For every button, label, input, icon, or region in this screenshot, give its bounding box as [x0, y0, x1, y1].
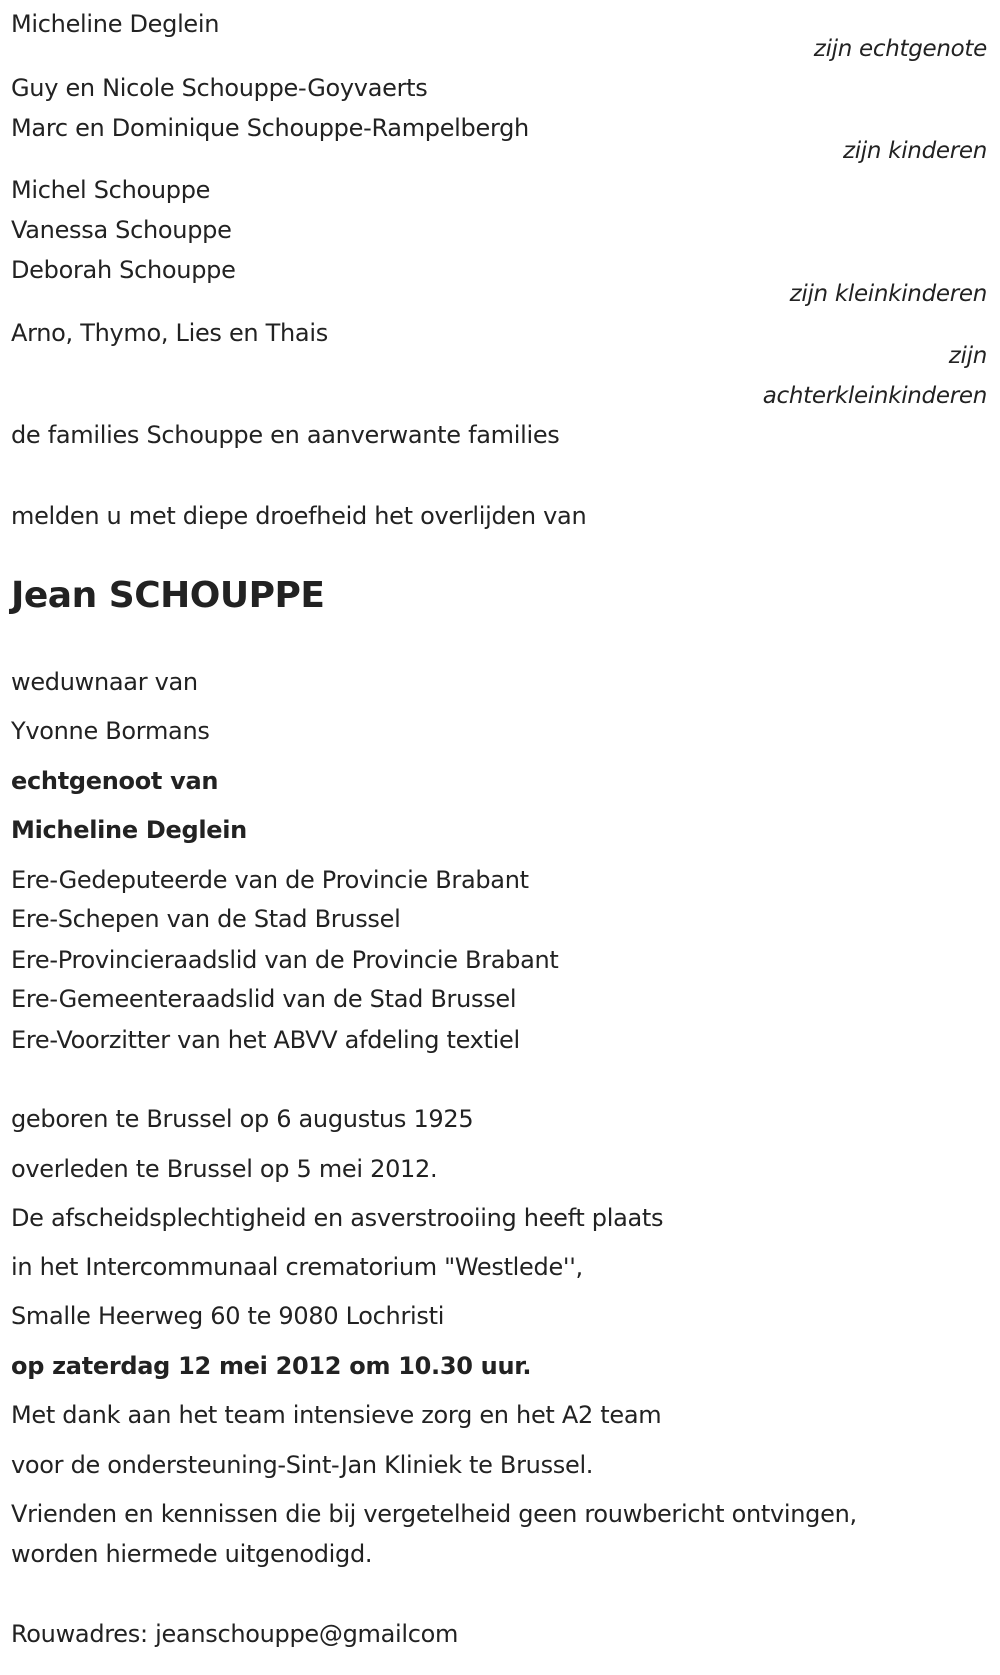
ceremony-datetime: op zaterdag 12 mei 2012 om 10.30 uur.	[11, 1352, 532, 1380]
great-grandchildren-names: Arno, Thymo, Lies en Thais	[11, 319, 328, 347]
child-name: Guy en Nicole Schouppe-Goyvaerts	[11, 74, 428, 102]
title-line: Ere-Gedeputeerde van de Provincie Brabant	[11, 866, 529, 894]
widower-label: weduwnaar van	[11, 668, 198, 696]
child-name: Marc en Dominique Schouppe-Rampelbergh	[11, 114, 529, 142]
children-role: zijn kinderen	[842, 138, 987, 164]
ceremony-info: De afscheidsplechtigheid en asverstrooiing heeft plaats	[11, 1204, 664, 1232]
wife-name: Micheline Deglein	[11, 816, 247, 844]
title-line: Ere-Schepen van de Stad Brussel	[11, 905, 401, 933]
grandchildren-role: zijn kleinkinderen	[789, 281, 987, 307]
great-grandchildren-role: achterkleinkinderen	[762, 383, 987, 409]
grandchild-name: Vanessa Schouppe	[11, 216, 232, 244]
deceased-name: Jean SCHOUPPE	[11, 575, 325, 616]
invite-line: worden hiermede uitgenodigd.	[11, 1540, 373, 1568]
ceremony-address: Smalle Heerweg 60 te 9080 Lochristi	[11, 1302, 445, 1330]
thanks-line: voor de ondersteuning-Sint-Jan Kliniek te Brussel.	[11, 1451, 594, 1479]
death-info: overleden te Brussel op 5 mei 2012.	[11, 1155, 438, 1183]
birth-info: geboren te Brussel op 6 augustus 1925	[11, 1105, 474, 1133]
families-line: de families Schouppe en aanverwante families	[11, 421, 560, 449]
title-line: Ere-Gemeenteraadslid van de Stad Brussel	[11, 985, 517, 1013]
title-line: Ere-Voorzitter van het ABVV afdeling textiel	[11, 1026, 520, 1054]
contact-address: Rouwadres: jeanschouppe@gmailcom	[11, 1620, 459, 1648]
great-grandchildren-role: zijn	[948, 343, 987, 369]
thanks-line: Met dank aan het team intensieve zorg en het A2 team	[11, 1401, 662, 1429]
title-line: Ere-Provincieraadslid van de Provincie Brabant	[11, 946, 559, 974]
husband-label: echtgenoot van	[11, 767, 219, 795]
late-wife-name: Yvonne Bormans	[11, 717, 210, 745]
grandchild-name: Deborah Schouppe	[11, 256, 236, 284]
spouse-name: Micheline Deglein	[11, 10, 220, 38]
ceremony-location: in het Intercommunaal crematorium "Westlede'',	[11, 1253, 583, 1281]
spouse-role: zijn echtgenote	[813, 36, 987, 62]
invite-line: Vrienden en kennissen die bij vergetelheid geen rouwbericht ontvingen,	[11, 1500, 857, 1528]
grandchild-name: Michel Schouppe	[11, 176, 211, 204]
announcement: melden u met diepe droefheid het overlijden van	[11, 502, 587, 530]
